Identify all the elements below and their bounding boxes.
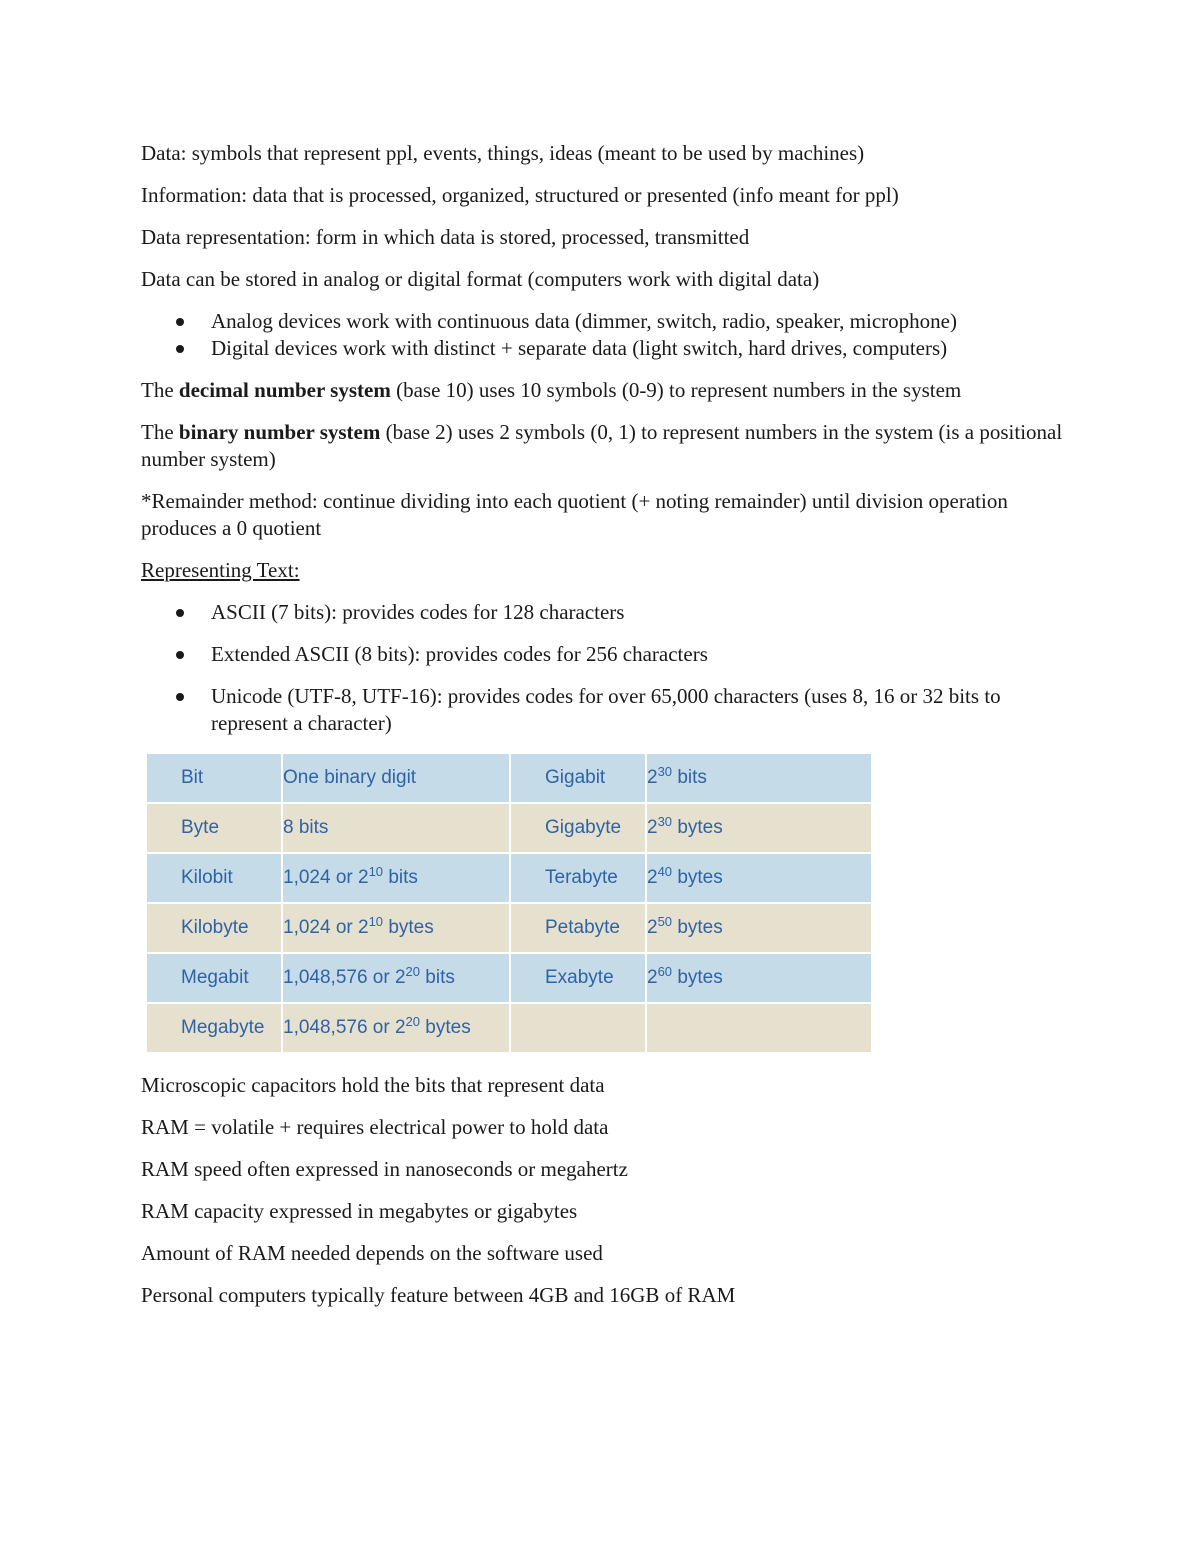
unit-definition: $2^{50}$ bytes: [646, 903, 872, 953]
list-item: Extended ASCII (8 bits): provides codes for 256 characters: [141, 641, 1071, 668]
ram-note: RAM capacity expressed in megabytes or gigabytes: [141, 1199, 578, 1223]
decimal-system-paragraph: [141, 377, 1071, 404]
unit-definition: 1,048,576 or $2^{20}$ bits: [282, 953, 510, 1003]
unit-definition: One binary digit: [282, 753, 510, 803]
unit-definition: $2^{30}$ bits: [646, 753, 872, 803]
table-row: [146, 853, 872, 903]
unit-term: Terabyte: [510, 853, 646, 903]
decimal-prefix: The: [141, 378, 179, 402]
binary-rest: (base 2) uses 2 symbols (0, 1) to represent numbers in the system (is a positional number system): [141, 420, 1063, 471]
binary-prefix: The: [141, 420, 179, 444]
document-body: [141, 140, 1071, 1324]
unit-definition: $2^{40}$ bytes: [646, 853, 872, 903]
list-item: Analog devices work with continuous data (dimmer, switch, radio, speaker, microphone): [141, 308, 1071, 335]
unit-definition: $2^{60}$ bytes: [646, 953, 872, 1003]
unit-term: Megabit: [146, 953, 282, 1003]
representing-text-heading: [141, 557, 1071, 584]
data-definition: Data: symbols that represent ppl, events, things, ideas (meant to be used by machines): [141, 141, 865, 165]
table-row: [146, 953, 872, 1003]
unit-definition: 1,024 or $2^{10}$ bits: [282, 853, 510, 903]
ram-note: RAM speed often expressed in nanoseconds or megahertz: [141, 1157, 628, 1181]
unit-term: Exabyte: [510, 953, 646, 1003]
unit-definition: 1,048,576 or $2^{20}$ bytes: [282, 1003, 510, 1053]
decimal-rest: (base 10) uses 10 symbols (0-9) to represent numbers in the system: [390, 378, 962, 402]
table-row: [146, 753, 872, 803]
remainder-method: *Remainder method: continue dividing into each quotient (+ noting remainder) until division operation produces a 0 quotient: [141, 489, 1008, 540]
unit-term-empty: [510, 1003, 646, 1053]
ram-note: Amount of RAM needed depends on the software used: [141, 1241, 603, 1265]
units-table: [145, 752, 873, 1054]
list-item: ASCII (7 bits): provides codes for 128 characters: [141, 599, 1071, 626]
unit-term: Megabyte: [146, 1003, 282, 1053]
unit-term: Petabyte: [510, 903, 646, 953]
ram-note: RAM = volatile + requires electrical power to hold data: [141, 1115, 609, 1139]
table-row: [146, 903, 872, 953]
decimal-term: decimal number system: [178, 378, 391, 402]
unit-term: Gigabyte: [510, 803, 646, 853]
binary-term: binary number system: [178, 420, 381, 444]
unit-definition: $2^{30}$ bytes: [646, 803, 872, 853]
binary-system-paragraph: [141, 419, 1071, 473]
list-item: Unicode (UTF-8, UTF-16): provides codes for over 65,000 characters (uses 8, 16 or 32 bits to represent a character): [141, 683, 1071, 737]
ram-note: Microscopic capacitors hold the bits that represent data: [141, 1073, 605, 1097]
unit-term: Kilobyte: [146, 903, 282, 953]
unit-term: Gigabit: [510, 753, 646, 803]
information-definition: Information: data that is processed, organized, structured or presented (info meant for ppl): [141, 183, 899, 207]
text-encoding-list: [141, 599, 1071, 737]
table-row: [146, 803, 872, 853]
unit-term: Byte: [146, 803, 282, 853]
ram-note: Personal computers typically feature between 4GB and 16GB of RAM: [141, 1283, 736, 1307]
devices-list: [141, 308, 1071, 362]
unit-term: Kilobit: [146, 853, 282, 903]
unit-term: Bit: [146, 753, 282, 803]
unit-definition: 1,024 or $2^{10}$ bytes: [282, 903, 510, 953]
unit-definition: 8 bits: [282, 803, 510, 853]
representing-text-heading-text: Representing Text:: [141, 558, 300, 582]
unit-definition-empty: [646, 1003, 872, 1053]
units-table-wrap: [145, 752, 1071, 1054]
analog-digital-intro: Data can be stored in analog or digital format (computers work with digital data): [141, 267, 820, 291]
list-item: Digital devices work with distinct + separate data (light switch, hard drives, computers): [141, 335, 1071, 362]
table-row: [146, 1003, 872, 1053]
data-representation-definition: Data representation: form in which data is stored, processed, transmitted: [141, 225, 750, 249]
